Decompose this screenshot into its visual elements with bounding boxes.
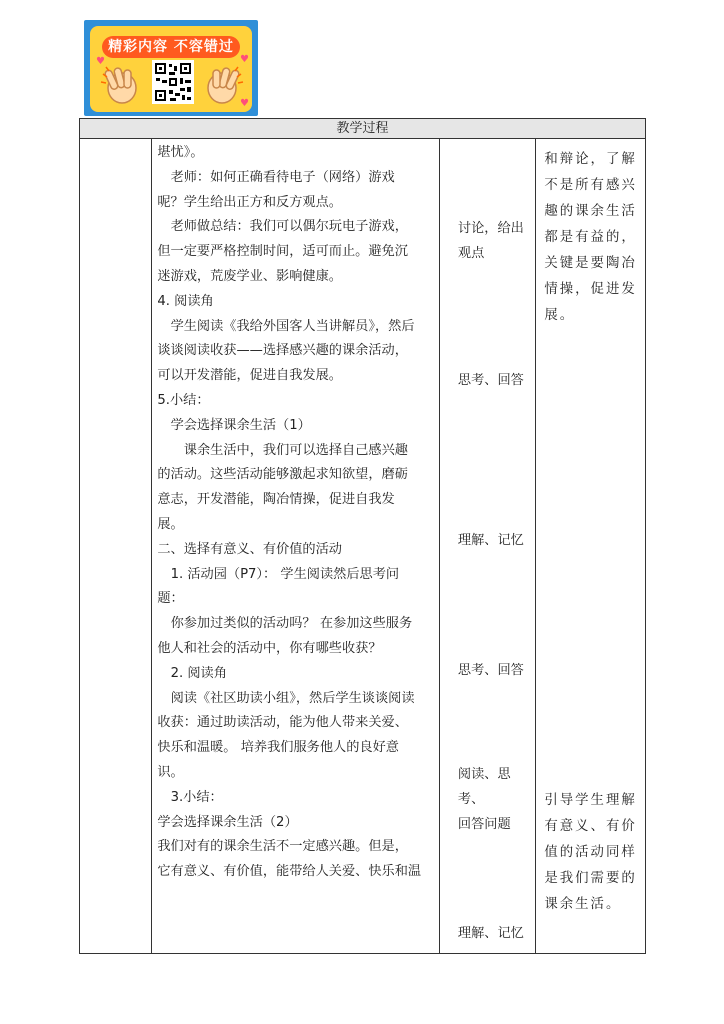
- intent-line: 课余生活。: [544, 897, 622, 912]
- promo-banner-panel: [90, 26, 252, 112]
- activity-line: 思考、回答: [457, 373, 524, 388]
- intent-line: 是我们需要的: [544, 871, 637, 886]
- content-line: 3.小结：: [170, 789, 223, 805]
- intent-line: 情操，促进发: [544, 282, 637, 297]
- empty-stage-cell: [80, 139, 152, 954]
- student-activity-note: [458, 528, 536, 553]
- content-line: 可以开发潜能，促进自我发展。: [157, 368, 342, 384]
- content-line: 学会选择课余生活（2）: [157, 814, 298, 830]
- clapping-hands-icon: [100, 64, 140, 106]
- content-line: 题：: [157, 591, 184, 607]
- intent-line: 趣的课余生活: [544, 204, 637, 219]
- content-line: 堪忧》。: [157, 145, 204, 160]
- content-line: 识。: [157, 764, 184, 780]
- content-line: 1. 活动园（P7）： 学生阅读然后思考问: [170, 566, 400, 582]
- content-line: 意志，开发潜能，陶冶情操，促进自我发: [157, 492, 395, 508]
- content-line: 的活动。这些活动能够激起求知欲望，磨砺: [157, 467, 408, 483]
- qr-code[interactable]: [152, 60, 194, 104]
- activity-line: 理解、记忆: [457, 533, 524, 548]
- teaching-content-cell: [152, 139, 440, 954]
- intent-line: 不是所有感兴: [544, 178, 637, 193]
- activity-line: 思考、回答: [457, 663, 524, 678]
- student-activity-cell: [439, 139, 536, 954]
- content-line: 2. 阅读角: [170, 665, 227, 681]
- intent-line: 展。: [544, 308, 576, 323]
- content-line: 阅读《社区助读小组》，然后学生谈谈阅读: [170, 690, 415, 706]
- design-intent-note: [544, 147, 642, 329]
- design-intent-note: [544, 788, 642, 918]
- student-activity-note: [458, 368, 536, 393]
- clapping-hands-icon: [204, 64, 244, 106]
- promo-banner-title: 精彩内容 不容错过: [102, 36, 240, 58]
- teaching-content-lines: [157, 141, 435, 885]
- intent-line: 引导学生理解: [544, 793, 637, 808]
- heart-icon: ♥: [96, 56, 105, 67]
- promo-banner[interactable]: [84, 20, 258, 116]
- content-line: 老师：如何正确看待电子（网络）游戏: [170, 169, 395, 185]
- content-line: 它有意义、有价值，能带给人关爱、快乐和温: [157, 864, 422, 880]
- student-activity-note: [458, 762, 536, 837]
- activity-line: 回答问题: [457, 817, 511, 832]
- student-activity-note: [458, 921, 536, 946]
- content-line: 谈谈阅读收获——选择感兴趣的课余活动，: [157, 343, 408, 359]
- activity-line: 理解、记忆: [457, 926, 524, 941]
- content-line: 学会选择课余生活（1）: [170, 417, 311, 433]
- student-activity-note: [458, 216, 536, 266]
- content-line: 快乐和温暖。 培养我们服务他人的良好意: [157, 740, 399, 756]
- content-line: 他人和社会的活动中，你有哪些收获？: [157, 640, 382, 656]
- content-line: 老师做总结：我们可以偶尔玩电子游戏，: [170, 219, 408, 235]
- intent-line: 关键是要陶冶: [544, 256, 637, 271]
- intent-line: 值的活动同样: [544, 845, 637, 860]
- content-line: 迷游戏，荒废学业、影响健康。: [157, 268, 342, 284]
- content-line: 我们对有的课余生活不一定感兴趣。但是，: [157, 839, 408, 855]
- content-line: 课余生活中，我们可以选择自己感兴趣: [183, 442, 408, 458]
- activity-line: 阅读、思考、: [457, 767, 511, 807]
- content-line: 你参加过类似的活动吗？ 在参加这些服务: [170, 616, 413, 632]
- content-line: 呢？学生给出正方和反方观点。: [157, 194, 342, 210]
- heart-icon: ♥: [240, 98, 249, 109]
- content-line: 学生阅读《我给外国客人当讲解员》，然后: [170, 318, 415, 334]
- activity-line: 讨论，给出: [457, 221, 524, 236]
- heart-icon: ♥: [240, 54, 249, 65]
- content-line: 二、选择有意义、有价值的活动: [157, 541, 342, 557]
- content-line: 但一定要严格控制时间，适可而止。避免沉: [157, 244, 408, 260]
- content-line: 展。: [157, 516, 184, 532]
- teaching-process-table: [79, 118, 646, 954]
- table-header: 教学过程: [80, 119, 646, 139]
- intent-line: 都是有益的，: [544, 230, 637, 245]
- content-line: 5.小结：: [157, 392, 210, 408]
- design-intent-cell: [536, 139, 646, 954]
- content-line: 4. 阅读角: [157, 293, 214, 309]
- student-activity-note: [458, 658, 536, 683]
- activity-line: 观点: [457, 246, 485, 261]
- intent-line: 和辩论，了解: [544, 152, 637, 167]
- intent-line: 有意义、有价: [544, 819, 637, 834]
- content-line: 收获：通过助读活动，能为他人带来关爱、: [157, 715, 408, 731]
